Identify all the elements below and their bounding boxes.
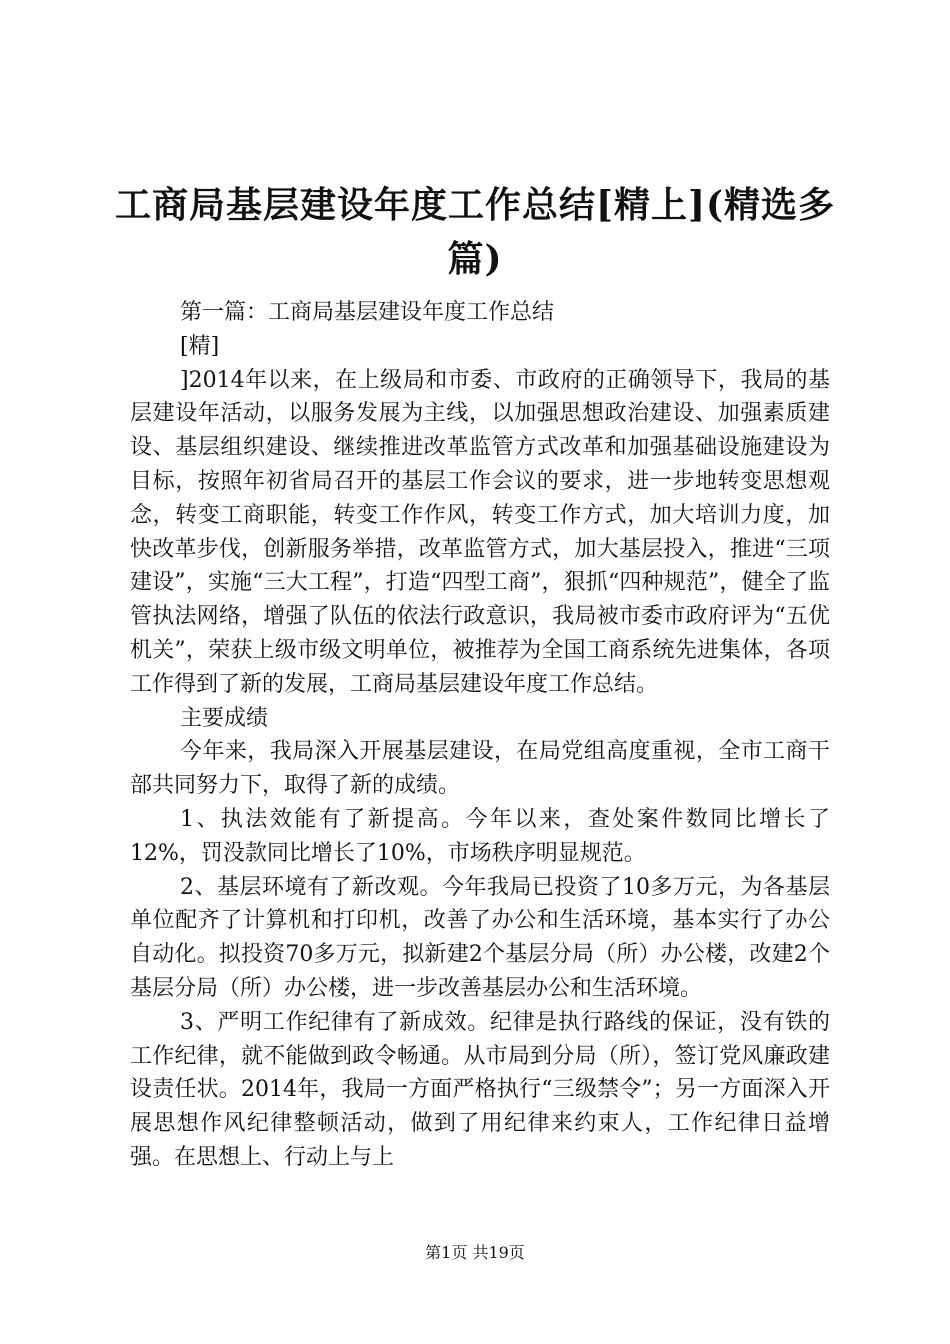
list-item: 2、基层环境有了新改观。今年我局已投资了10多万元，为各基层单位配齐了计算机和打印机，改善了办公和生活环境，基本实行了办公自动化。拟投资70多万元，拟新建2个基层分局（所）办公楼，改建2个基层分局（所）办公楼，进一步改善基层办公和生活环境。 [130, 874, 830, 1001]
subheading: 主要成绩 [180, 705, 269, 731]
document-title: 工商局基层建设年度工作总结[精上](精选多篇) [114, 184, 836, 280]
paragraph: 今年来，我局深入开展基层建设，在局党组高度重视，全市工商干部共同努力下，取得了新的成绩。 [130, 739, 830, 799]
section-heading: 第一篇：工商局基层建设年度工作总结 [180, 300, 555, 325]
page-footer: 第1页 共19页 [425, 1243, 525, 1262]
document-body [130, 296, 830, 1175]
list-item: 3、严明工作纪律有了新成效。纪律是执行路线的保证，没有铁的工作纪律，就不能做到政令畅通。从市局到分局（所），签订党风廉政建设责任状。2014年，我局一方面严格执行“三级禁令”；另一方面深入开展思想作风纪律整顿活动，做到了用纪律来约束人，工作纪律日益增强。在思想上、行动上与上 [130, 1009, 830, 1170]
list-item: 1、执法效能有了新提高。今年以来，查处案件数同比增长了12%，罚没款同比增长了10%，市场秩序明显规范。 [130, 806, 830, 866]
paragraph: ]2014年以来，在上级局和市委、市政府的正确领导下，我局的基层建设年活动，以服务发展为主线，以加强思想政治建设、加强素质建设、基层组织建设、继续推进改革监管方式改革和加强基础设施建设为目标，按照年初省局召开的基层工作会议的要求，进一步地转变思想观念，转变工商职能，转变工作作风，转变工作方式，加大培训力度，加快改革步伐，创新服务举措，改革监管方式，加大基层投入，推进“三项建设”，实施“三大工程”，打造“四型工商”，狠抓“四种规范”，健全了监管执法网络，增强了队伍的依法行政意识，我局被市委市政府评为“五优机关”，荣获上级市级文明单位，被推荐为全国工商系统先进集体，各项工作得到了新的发展，工商局基层建设年度工作总结。 [130, 367, 830, 697]
paragraph: [精] [180, 333, 220, 359]
